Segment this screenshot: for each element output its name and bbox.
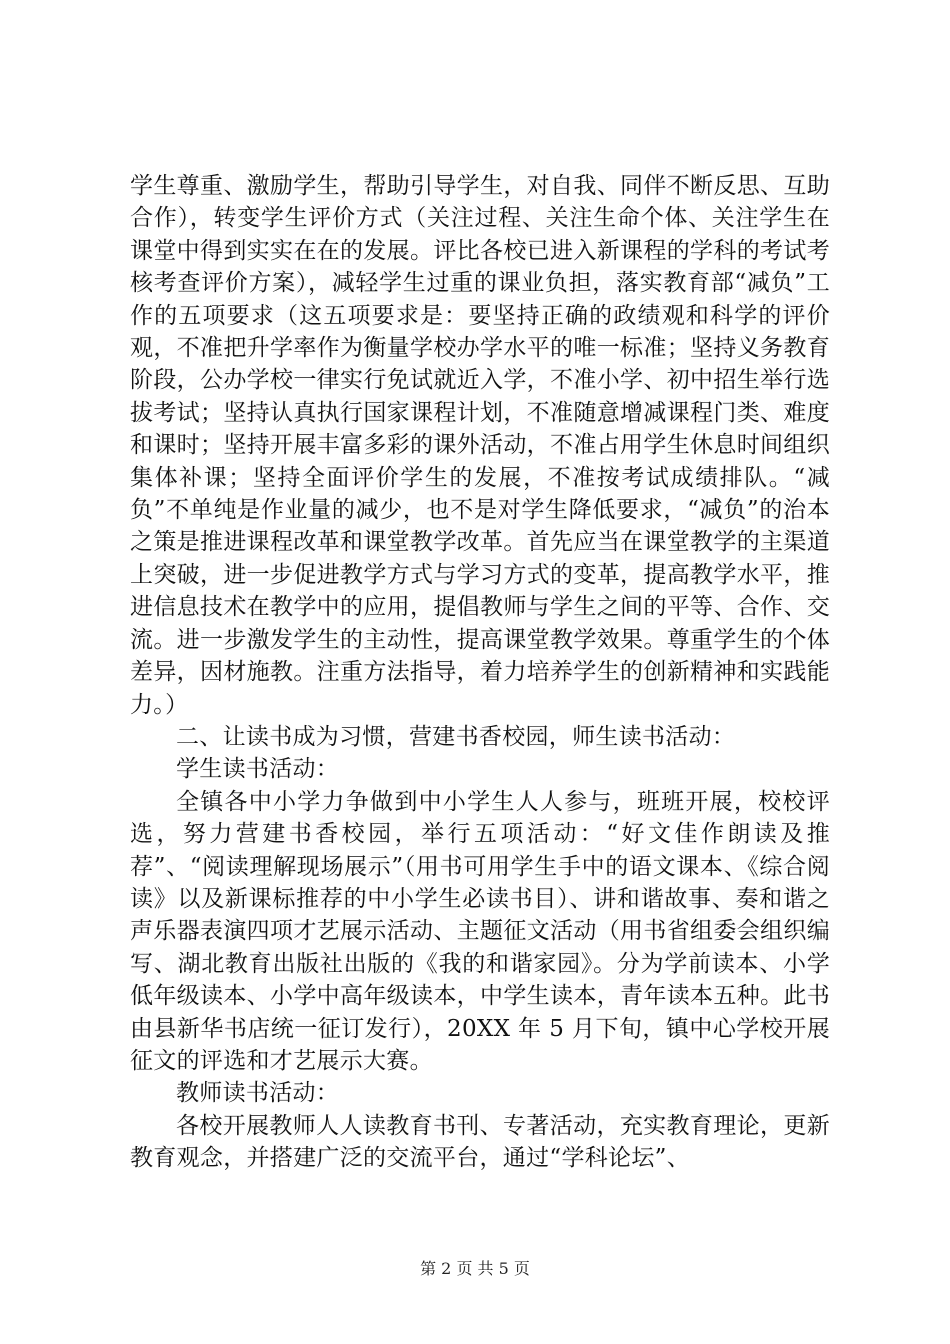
subheading-teacher-reading: 教师读书活动：: [176, 1080, 340, 1107]
subheading-student-reading: 学生读书活动：: [176, 756, 340, 783]
paragraph-student-reading: 全镇各中小学力争做到中小学生人人参与，班班开展，校校评选，努力营建书香校园，举行五项活动：“好文佳作朗读及推荐”、“阅读理解现场展示”（用书可用学生手中的语文课本、《综合阅读》以及新课标推荐的中小学生必读书目）、讲和谐故事、奏和谐之声乐器表演四项才艺展示活动、主题征文活动（用书省组委会组织编写、湖北教育出版社出版的《我的和谐家园》。分为学前读本、小学低年级读本、小学中高年级读本，中学生读本，青年读本五种。此书由县新华书店统一征订发行），20XX 年 5 月下旬，镇中心学校开展征文的评选和才艺展示大赛。: [130, 788, 830, 1074]
paragraph-teacher-reading: 各校开展教师人人读教育书刊、专著活动，充实教育理论，更新教育观念，并搭建广泛的交流平台，通过“学科论坛”、: [130, 1112, 830, 1172]
paragraph-continuation: 学生尊重、激励学生，帮助引导学生，对自我、同伴不断反思、互助合作），转变学生评价方式（关注过程、关注生命个体、关注学生在课堂中得到实实在在的发展。评比各校已进入新课程的学科的考试考核考查评价方案），减轻学生过重的课业负担，落实教育部“减负”工作的五项要求（这五项要求是：要坚持正确的政绩观和科学的评价观，不准把升学率作为衡量学校办学水平的唯一标准；坚持义务教育阶段，公办学校一律实行免试就近入学，不准小学、初中招生举行选拔考试；坚持认真执行国家课程计划，不准随意增减课程门类、难度和课时；坚持开展丰富多彩的课外活动，不准占用学生休息时间组织集体补课；坚持全面评价学生的发展，不准按考试成绩排队。“减负”不单纯是作业量的减少，也不是对学生降低要求，“减负”的治本之策是推进课程改革和课堂教学改革。首先应当在课堂教学的主渠道上突破，进一步促进教学方式与学习方式的变革，提高教学水平，推进信息技术在教学中的应用，提倡教师与学生之间的平等、合作、交流。进一步激发学生的主动性，提高课堂教学效果。尊重学生的个体差异，因材施教。注重方法指导，着力培养学生的创新精神和实践能力。）: [130, 173, 830, 718]
section-heading-reading: 二、让读书成为习惯，营建书香校园，师生读书活动：: [176, 723, 736, 750]
page-number-footer: 第 2 页 共 5 页: [420, 1259, 530, 1278]
document-body: [130, 170, 830, 1175]
